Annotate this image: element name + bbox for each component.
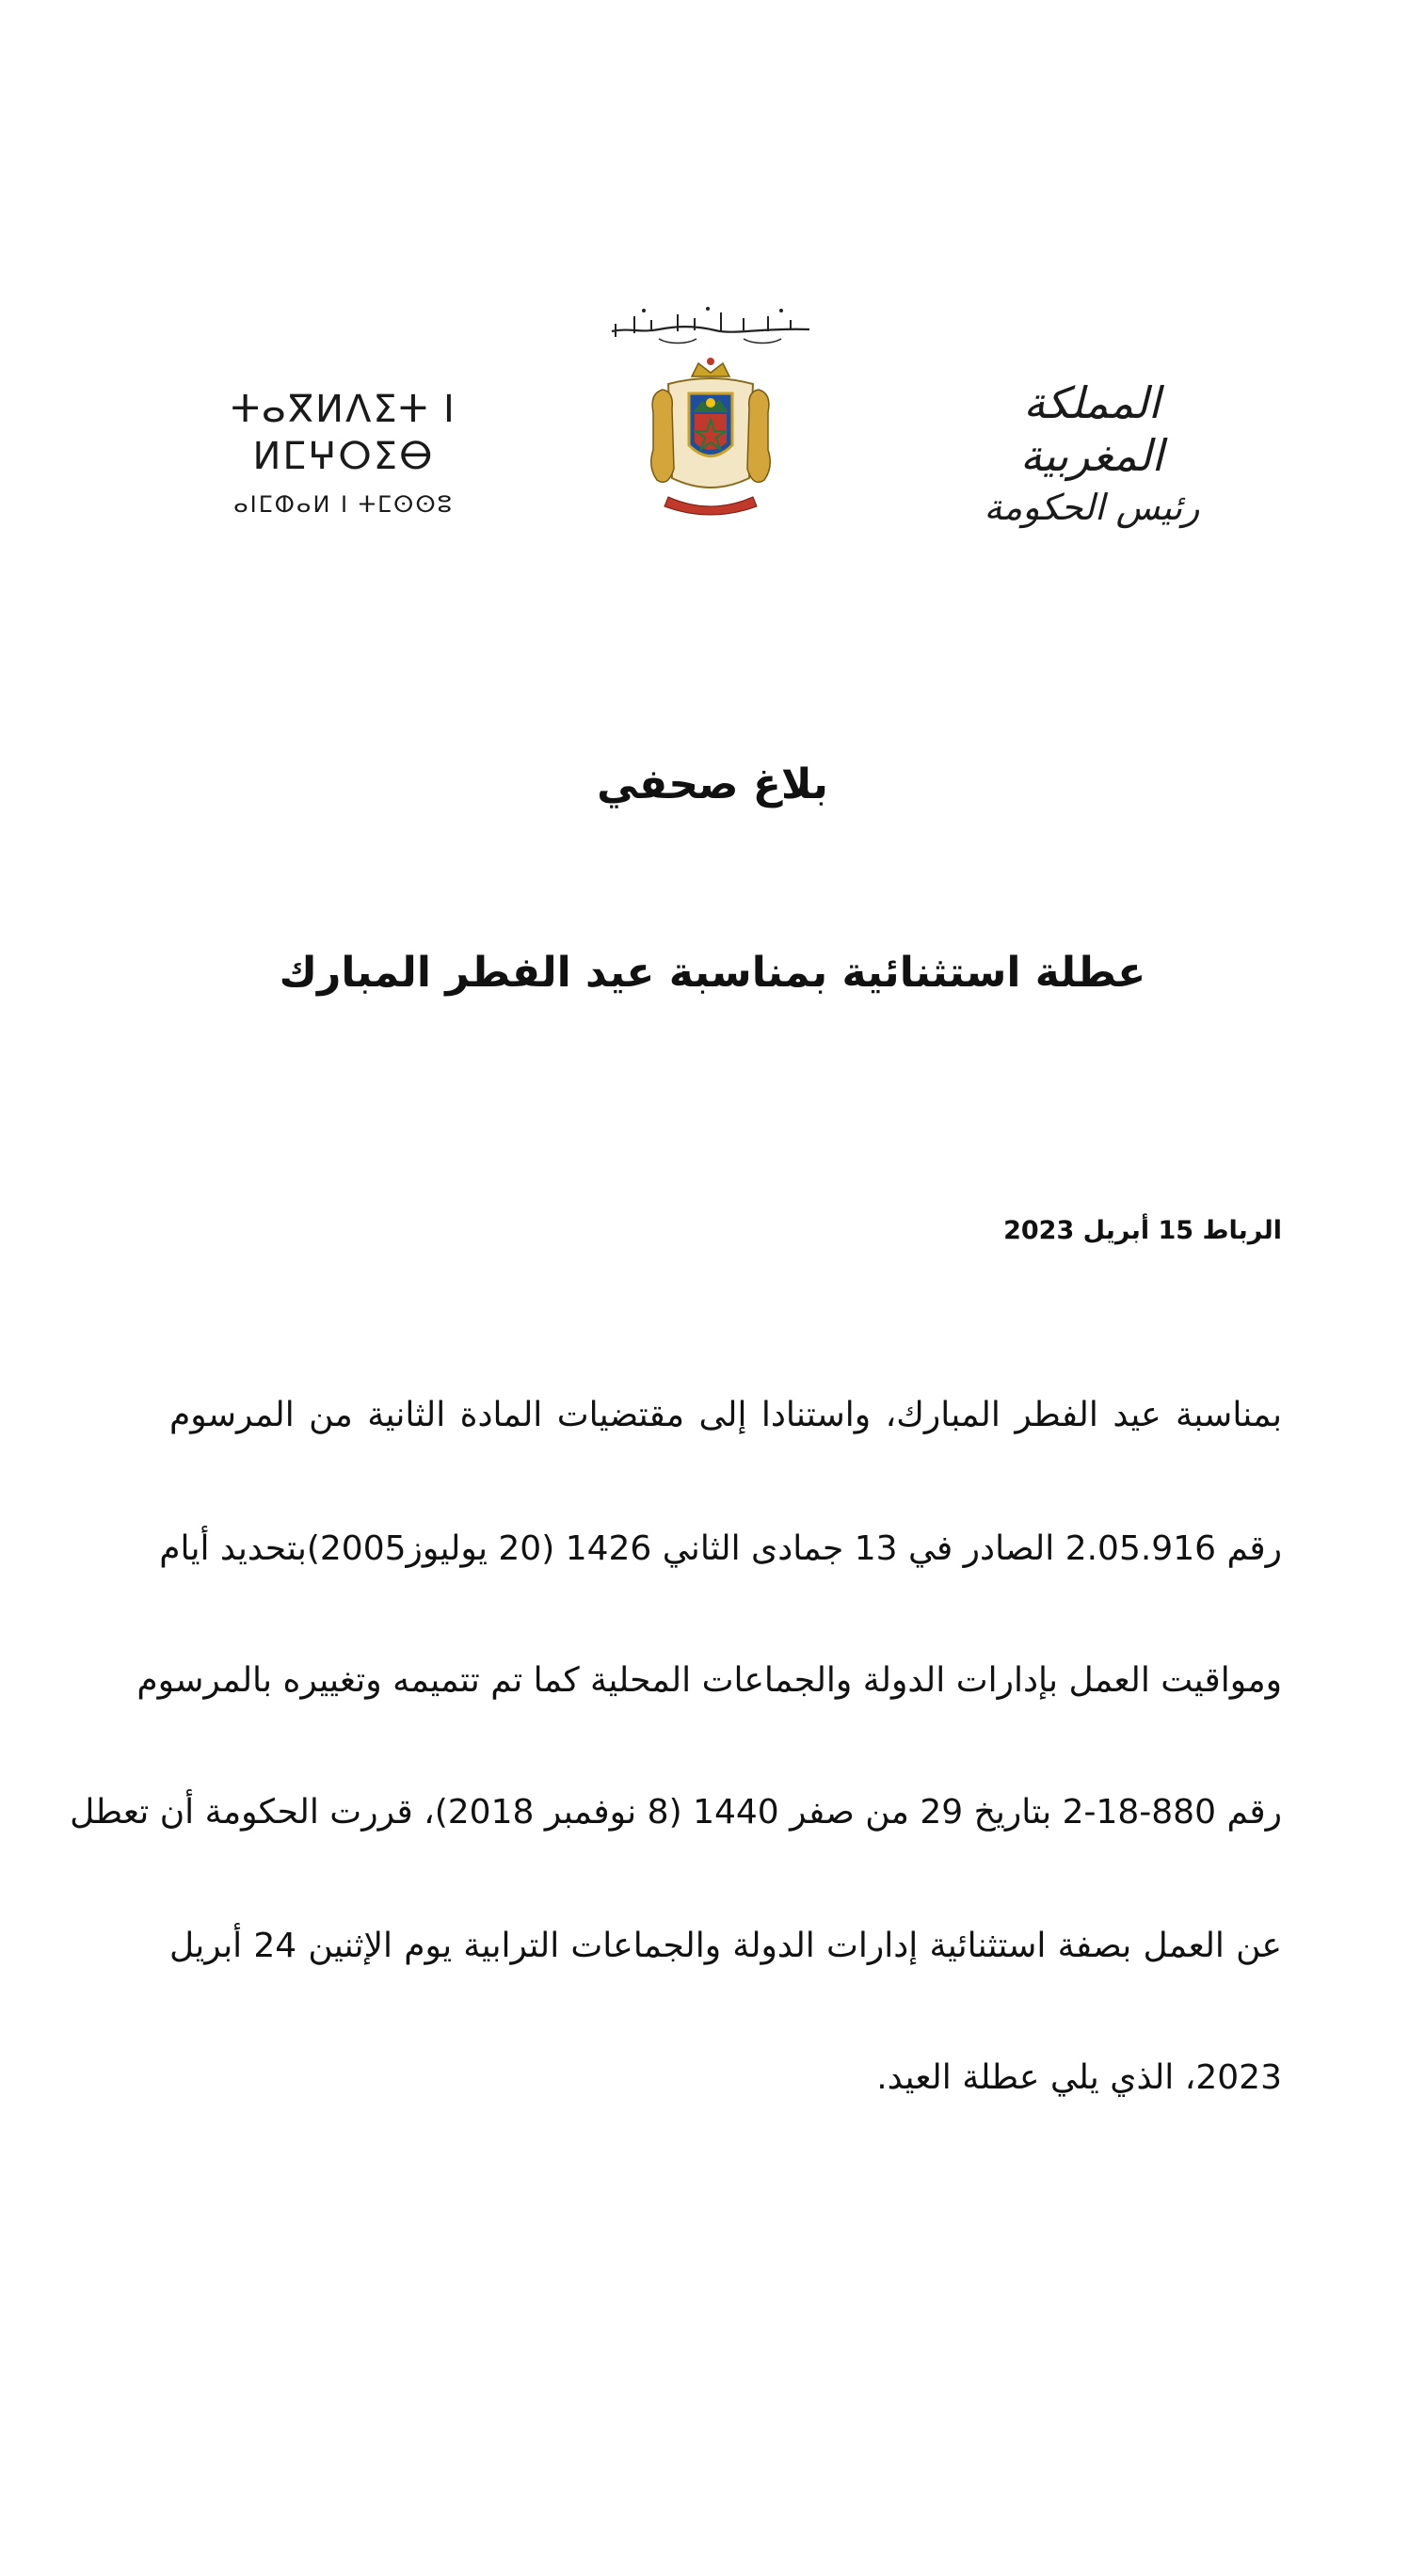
tifinagh-letterhead (212, 386, 475, 520)
body-line: 2023، الذي يلي عطلة العيد. (876, 2058, 1282, 2097)
royal-emblem-icon (640, 356, 781, 520)
kingdom-name: المملكة المغربية (1019, 377, 1164, 481)
document-title: عطلة استثنائية بمناسبة عيد الفطر المبارك (279, 949, 1146, 997)
head-of-government: رئيس الحكومة (984, 487, 1200, 528)
body-line: رقم 880-18-2 بتاريخ 29 من صفر 1440 (8 نوفمبر 2018)، قررت الحكومة أن تعطل (70, 1793, 1282, 1832)
basmala-calligraphy (602, 299, 819, 348)
document-type-heading: بلاغ صحفي (597, 760, 828, 808)
body-line: رقم 2.05.916 الصادر في 13 جمادى الثاني 1426 (20 يوليوز2005)بتحديد أيام (159, 1529, 1282, 1568)
tifinagh-kingdom: ⵜⴰⴳⵍⴷⵉⵜ ⵏ ⵍⵎⵖⵔⵉⴱ (231, 388, 456, 478)
body-line: عن العمل بصفة استثنائية إدارات الدولة والجماعات الترابية يوم الإثنين 24 أبريل (169, 1927, 1282, 1965)
tifinagh-head-of-government: ⴰⵏⵎⵀⴰⵍ ⵏ ⵜⵎⵙⵙⵓ (233, 491, 454, 518)
body-line: بمناسبة عيد الفطر المبارك، واستنادا إلى مقتضيات المادة الثانية من المرسوم (169, 1396, 1282, 1434)
date-line: الرباط 15 أبريل 2023 (1003, 1216, 1282, 1245)
arabic-letterhead (951, 376, 1233, 531)
body-line: ومواقيت العمل بإدارات الدولة والجماعات المحلية كما تم تتميمه وتغييره بالمرسوم (136, 1661, 1282, 1700)
